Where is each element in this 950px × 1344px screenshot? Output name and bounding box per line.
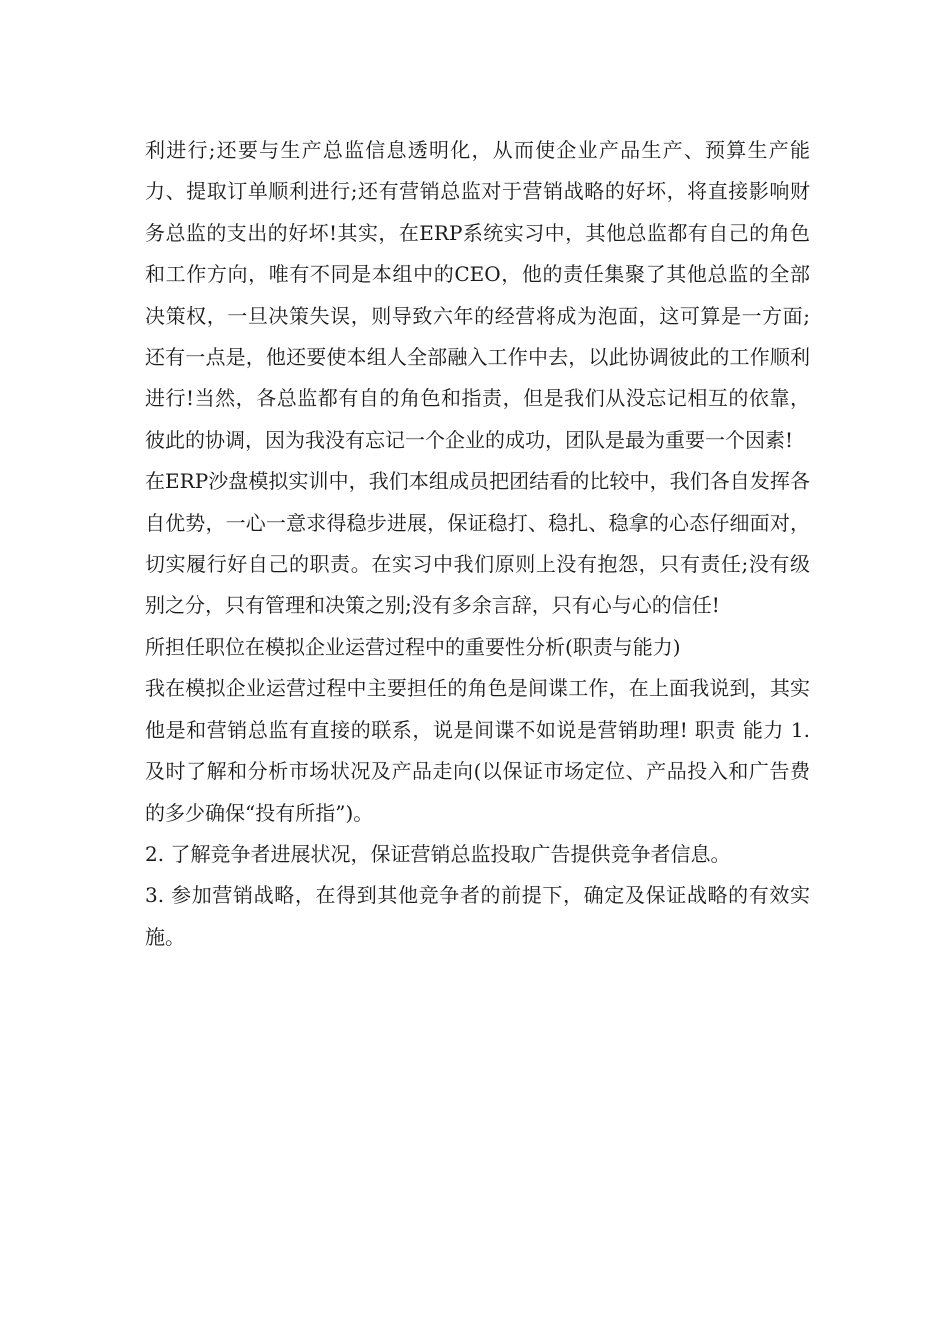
paragraph-team-roles: 利进行;还要与生产总监信息透明化，从而使企业产品生产、预算生产能力、提取订单顺利进行;还有营销总监对于营销战略的好坏，将直接影响财务总监的支出的好坏!其实，在ERP系统实习中，其他总监都有自己的角色和工作方向，唯有不同是本组中的CEO，他的责任集聚了其他总监的全部决策权，一旦决策失误，则导致六年的经营将成为泡面，这可算是一方面;还有一点是，他还要使本组人全部融入工作中去，以此协调彼此的工作顺利进行!当然，各总监都有自的角色和指责，但是我们从没忘记相互的依靠，彼此的协调，因为我没有忘记一个企业的成功，团队是最为重要一个因素!: [145, 138, 810, 452]
document-body: [145, 130, 810, 958]
list-item-2: 2. 了解竞争者进展状况，保证营销总监投取广告提供竞争者信息。: [145, 841, 731, 866]
paragraph-role-description: 我在模拟企业运营过程中主要担任的角色是间谍工作，在上面我说到，其实他是和营销总监有直接的联系，说是间谍不如说是营销助理! 职责 能力 1.及时了解和分析市场状况及产品走向(以保证市场定位、产品投入和广告费的多少确保“投有所指”)。: [145, 676, 810, 825]
section-heading-role-importance: 所担任职位在模拟企业运营过程中的重要性分析(职责与能力): [145, 634, 681, 659]
list-item-3: 3. 参加营销战略，在得到其他竞争者的前提下，确定及保证战略的有效实施。: [145, 883, 810, 949]
paragraph-team-unity: 在ERP沙盘模拟实训中，我们本组成员把团结看的比较中，我们各自发挥各自优势，一心一意求得稳步进展，保证稳打、稳扎、稳拿的心态仔细面对，切实履行好自己的职责。在实习中我们原则上没有抱怨，只有责任;没有级别之分，只有管理和决策之别;没有多余言辞，只有心与心的信任!: [145, 469, 810, 618]
